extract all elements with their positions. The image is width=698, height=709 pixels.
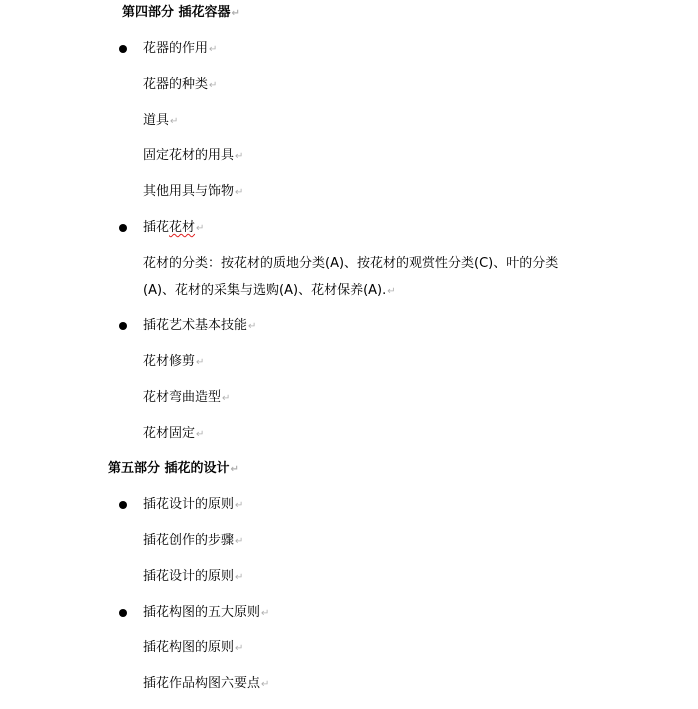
- bullet-icon: [119, 501, 127, 509]
- list-item-props: 道具↵: [143, 113, 179, 128]
- paragraph-mark-icon: ↵: [196, 357, 205, 368]
- list-item-six-composition-points: 插花作品构图六要点↵: [143, 676, 270, 691]
- list-item-vase-types: 花器的种类↵: [143, 77, 218, 92]
- section-flower-materials-title: 插花花材↵: [143, 220, 205, 235]
- part-four-heading: 第四部分 插花容器↵: [122, 5, 240, 20]
- bullet-icon: [119, 609, 127, 617]
- paragraph-mark-icon: ↵: [235, 500, 244, 511]
- list-item-design-principles: 插花设计的原则↵: [143, 497, 244, 512]
- list-item-creation-steps: 插花创作的步骤↵: [143, 533, 244, 548]
- bullet-icon: [119, 224, 127, 232]
- list-item-composition-principles: 插花构图的原则↵: [143, 640, 244, 655]
- section-basic-skills-title: 插花艺术基本技能↵: [143, 318, 257, 333]
- flower-classification-line-1: 花材的分类：按花材的质地分类(A)、按花材的观赏性分类(C)、叶的分类: [143, 256, 559, 271]
- list-item-fixing-tools: 固定花材的用具↵: [143, 148, 244, 163]
- paragraph-mark-icon: ↵: [235, 151, 244, 162]
- paragraph-mark-icon: ↵: [387, 286, 396, 297]
- list-item-vase-function: 花器的作用↵: [143, 41, 218, 56]
- flower-classification-line-2: (A)、花材的采集与选购(A)、花材保养(A).↵: [143, 283, 396, 298]
- list-item-fixing: 花材固定↵: [143, 426, 205, 441]
- paragraph-mark-icon: ↵: [235, 643, 244, 654]
- paragraph-mark-icon: ↵: [209, 44, 218, 55]
- paragraph-mark-icon: ↵: [261, 608, 270, 619]
- paragraph-mark-icon: ↵: [235, 572, 244, 583]
- bullet-icon: [119, 322, 127, 330]
- paragraph-mark-icon: ↵: [170, 116, 179, 127]
- paragraph-mark-icon: ↵: [261, 679, 270, 690]
- part-five-heading: 第五部分 插花的设计↵: [108, 461, 239, 476]
- spellcheck-flagged-word[interactable]: 花材: [169, 220, 196, 235]
- list-item-other-tools: 其他用具与饰物↵: [143, 184, 244, 199]
- paragraph-mark-icon: ↵: [230, 464, 239, 475]
- list-item-trimming: 花材修剪↵: [143, 354, 205, 369]
- list-item-design-principles-2: 插花设计的原则↵: [143, 569, 244, 584]
- paragraph-mark-icon: ↵: [235, 536, 244, 547]
- paragraph-mark-icon: ↵: [231, 8, 240, 19]
- paragraph-mark-icon: ↵: [196, 223, 205, 234]
- paragraph-mark-icon: ↵: [222, 393, 231, 404]
- paragraph-mark-icon: ↵: [248, 321, 257, 332]
- list-item-five-composition-principles: 插花构图的五大原则↵: [143, 605, 270, 620]
- paragraph-mark-icon: ↵: [196, 429, 205, 440]
- bullet-icon: [119, 45, 127, 53]
- paragraph-mark-icon: ↵: [209, 80, 218, 91]
- paragraph-mark-icon: ↵: [235, 187, 244, 198]
- list-item-bending: 花材弯曲造型↵: [143, 390, 231, 405]
